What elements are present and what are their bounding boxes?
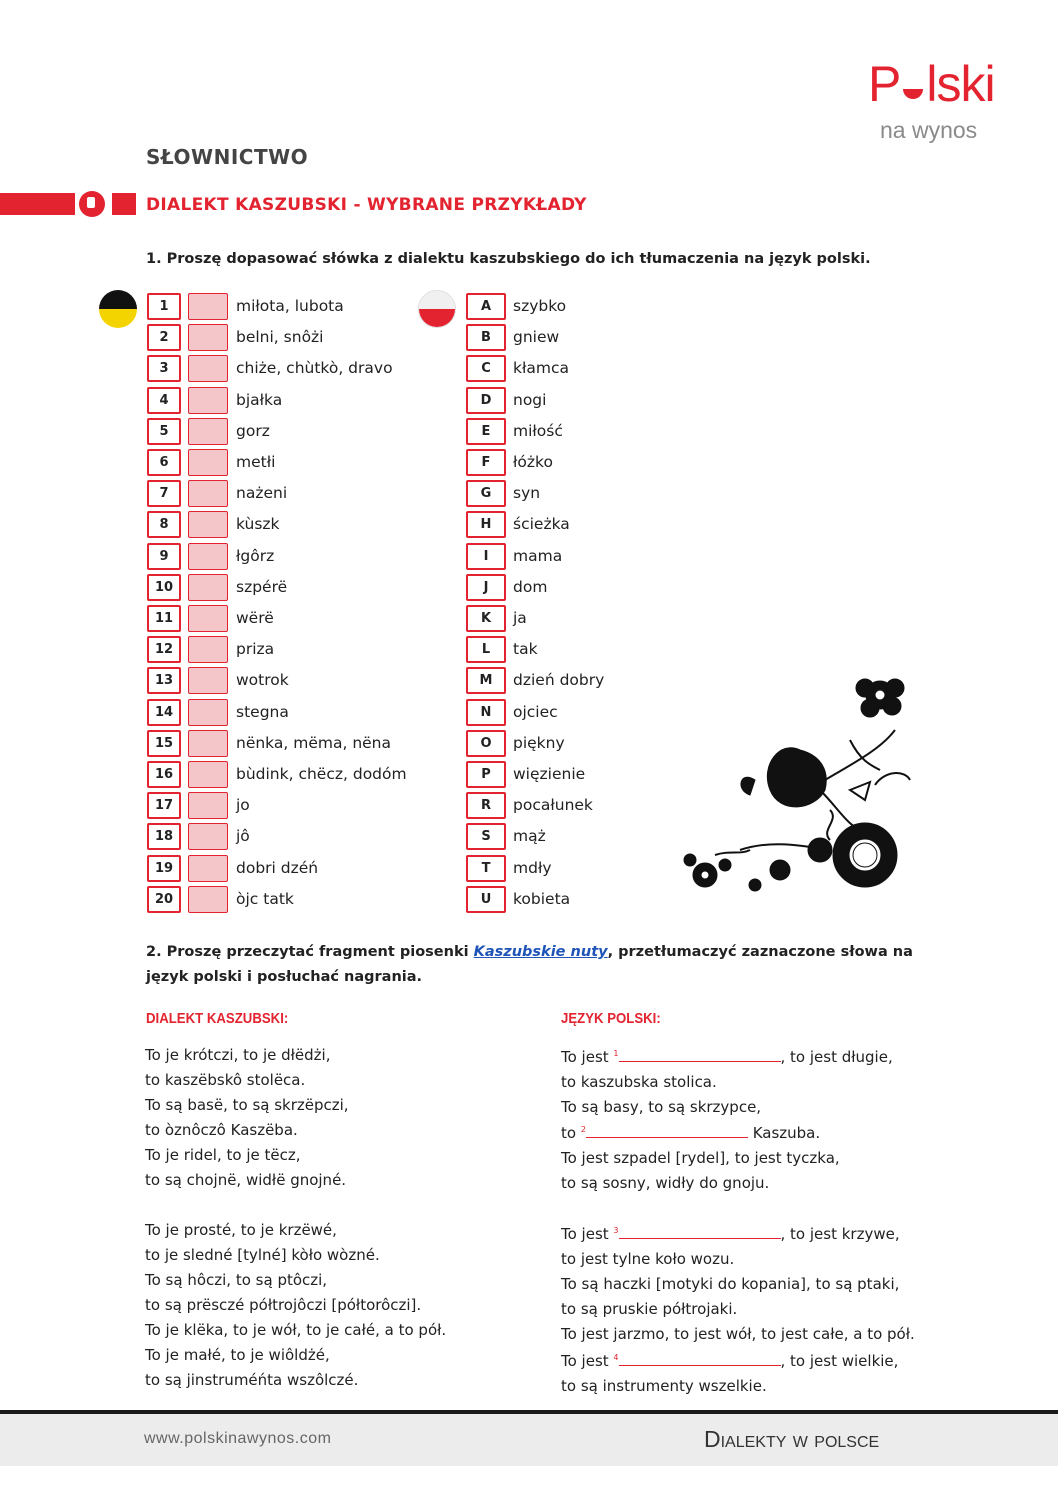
kashubian-number-cell: 14: [147, 699, 181, 726]
subtitle: DIALEKT KASZUBSKI - WYBRANE PRZYKŁADY: [146, 195, 587, 215]
kashubian-word: stegna: [236, 702, 289, 721]
kashubian-word: szpérë: [236, 577, 288, 596]
translation-text: To jest: [561, 1225, 614, 1243]
kashubian-word: belni, snôżi: [236, 328, 324, 347]
lyric-line: To je małé, to je wiôldżé,: [145, 1346, 330, 1364]
translation-blank-input[interactable]: [619, 1226, 781, 1239]
answer-input-cell[interactable]: [188, 418, 228, 445]
lyric-line: to òznôczô Kaszëba.: [145, 1121, 298, 1139]
kashubian-number-cell: 2: [147, 324, 181, 351]
polish-letter-cell: E: [466, 418, 506, 445]
kashubian-number-cell: 10: [147, 574, 181, 601]
kashubian-number-cell: 17: [147, 792, 181, 819]
polish-word: dzień dobry: [513, 671, 605, 690]
lyric-line: to je sledné [tylné] kòło wòzné.: [145, 1246, 380, 1264]
translation-blank-input[interactable]: [619, 1353, 781, 1366]
kashubian-word: gorz: [236, 421, 270, 440]
kashubian-number-cell: 5: [147, 418, 181, 445]
translation-line: [561, 1124, 820, 1142]
answer-input-cell[interactable]: [188, 355, 228, 382]
translation-text: , to jest wielkie,: [780, 1352, 899, 1370]
kashubian-word: metłi: [236, 453, 276, 471]
polish-word: tak: [513, 640, 538, 659]
translation-text: to jest tylne koło wozu.: [561, 1250, 735, 1268]
answer-input-cell[interactable]: [188, 387, 228, 414]
speech-bubble-icon: [79, 191, 105, 217]
translation-line: [561, 1352, 898, 1370]
translation-line: [561, 1250, 734, 1268]
logo-text: P lski: [868, 56, 995, 112]
answer-input-cell[interactable]: [188, 480, 228, 507]
translation-text: to kaszubska stolica.: [561, 1073, 717, 1091]
polish-letter-cell: S: [466, 823, 506, 850]
polish-word: kłamca: [513, 359, 569, 378]
lyric-line: To je prosté, to je krzëwé,: [145, 1221, 337, 1239]
translation-blank-input[interactable]: [586, 1125, 748, 1138]
polish-letter-cell: M: [466, 667, 506, 694]
task-2-text-continued: , przetłumaczyć zaznaczone słowa na: [607, 944, 913, 960]
polish-letter-cell: I: [466, 543, 506, 570]
translation-text: To jest szpadel [rydel], to jest tyczka,: [561, 1149, 840, 1167]
polish-letter-cell: J: [466, 574, 506, 601]
polish-letter-cell: R: [466, 792, 506, 819]
polish-word: pocałunek: [513, 796, 593, 815]
kashubian-word: bùdink, chëcz, dodóm: [236, 765, 407, 783]
answer-input-cell[interactable]: [188, 792, 228, 819]
translation-text: Kaszuba.: [747, 1124, 821, 1142]
kashubian-number-cell: 8: [147, 511, 181, 538]
kashubian-word: nënka, mëma, nëna: [236, 733, 392, 752]
kashubian-number-cell: 19: [147, 855, 181, 882]
red-bar-short: [112, 193, 136, 215]
translation-text: To są haczki [motyki do kopania], to są ptaki,: [561, 1275, 900, 1293]
footer-url: www.polskinawynos.com: [144, 1430, 332, 1447]
lyric-line: To je ridel, to je tëcz,: [145, 1146, 301, 1164]
translation-text: To są basy, to są skrzypce,: [561, 1098, 762, 1116]
polish-word: szybko: [513, 297, 567, 315]
polish-letter-cell: G: [466, 480, 506, 507]
polish-letter-cell: A: [466, 293, 506, 320]
translation-text: To jest: [561, 1352, 614, 1370]
lyric-line: to kaszëbskô stolëca.: [145, 1071, 306, 1089]
lyric-line: To są hôczi, to są ptôczi,: [145, 1271, 328, 1289]
polish-letter-cell: F: [466, 449, 506, 476]
logo-tagline: na wynos: [880, 117, 978, 143]
polish-letter-cell: B: [466, 324, 506, 351]
blank-number: 2: [580, 1125, 586, 1134]
lyric-line: To są basë, to są skrzëpczi,: [145, 1096, 349, 1114]
red-bar-left: [0, 193, 75, 215]
polish-word: mdły: [513, 858, 552, 877]
answer-input-cell[interactable]: [188, 699, 228, 726]
answer-input-cell[interactable]: [188, 730, 228, 757]
translation-text: , to jest krzywe,: [780, 1225, 900, 1243]
polish-word: łóżko: [513, 453, 553, 471]
section-title: SŁOWNICTWO: [146, 145, 309, 169]
kashubian-number-cell: 18: [147, 823, 181, 850]
lyric-line: to są jinstruméńta wszôlczé.: [145, 1371, 359, 1389]
translation-line: [561, 1325, 915, 1343]
kashubian-number-cell: 9: [147, 543, 181, 570]
kashubian-number-cell: 15: [147, 730, 181, 757]
kashubian-word: wotrok: [236, 671, 289, 690]
answer-input-cell[interactable]: [188, 605, 228, 632]
kashubian-number-cell: 12: [147, 636, 181, 663]
translation-text: to: [561, 1124, 581, 1142]
polish-word: ojciec: [513, 702, 558, 721]
polish-letter-cell: L: [466, 636, 506, 663]
lyric-line: To je krótczi, to je dłëdżi,: [145, 1046, 331, 1064]
kashubian-word: priza: [236, 640, 275, 659]
kashubian-word: òjc tatk: [236, 889, 294, 908]
polish-word: ścieżka: [513, 515, 570, 534]
answer-input-cell[interactable]: [188, 761, 228, 788]
answer-input-cell[interactable]: [188, 636, 228, 663]
song-link[interactable]: Kaszubskie nuty: [473, 944, 608, 960]
task-2-instruction: [146, 944, 916, 960]
kashubian-number-cell: 20: [147, 886, 181, 913]
kashubian-word: dobri dzéń: [236, 858, 319, 877]
task-2-text: 2. Proszę przeczytać fragment piosenki: [146, 944, 474, 960]
polish-word: gniew: [513, 328, 560, 347]
translation-text: , to jest długie,: [780, 1048, 893, 1066]
polish-word: mąż: [513, 827, 546, 846]
kashubian-word: łgôrz: [236, 546, 275, 565]
translation-line: [561, 1098, 761, 1116]
answer-input-cell[interactable]: [188, 574, 228, 601]
kashubian-column-heading: DIALEKT KASZUBSKI:: [146, 1010, 289, 1027]
blank-number: 4: [613, 1353, 619, 1362]
answer-input-cell[interactable]: [188, 293, 228, 320]
translation-line: [561, 1300, 737, 1318]
task-2-instruction-line2: język polski i posłuchać nagrania.: [146, 969, 423, 985]
kashubian-number-cell: 16: [147, 761, 181, 788]
polish-letter-cell: T: [466, 855, 506, 882]
kashubian-word: jô: [236, 827, 250, 846]
translation-line: [561, 1073, 717, 1091]
translation-text: To jest jarzmo, to jest wół, to jest całe, a to pół.: [561, 1325, 915, 1343]
kashubian-word: chiże, chùtkò, dravo: [236, 359, 393, 378]
polish-word: więzienie: [513, 765, 586, 783]
kashubian-flag-icon: [99, 290, 137, 328]
polish-letter-cell: N: [466, 699, 506, 726]
kashubian-word: wërë: [236, 609, 274, 627]
kashubian-number-cell: 6: [147, 449, 181, 476]
kashubian-word: jo: [236, 796, 250, 815]
answer-input-cell[interactable]: [188, 324, 228, 351]
blank-number: 3: [613, 1226, 619, 1235]
answer-input-cell[interactable]: [188, 543, 228, 570]
polish-word: mama: [513, 546, 563, 565]
polish-word: kobieta: [513, 889, 571, 908]
translation-line: [561, 1048, 893, 1066]
answer-input-cell[interactable]: [188, 823, 228, 850]
polish-word: nogi: [513, 390, 547, 409]
kashubian-word: kùszk: [236, 515, 280, 534]
polish-word: dom: [513, 577, 548, 596]
polish-word: ja: [513, 609, 527, 627]
logo: [868, 55, 995, 113]
translation-text: To jest: [561, 1048, 614, 1066]
polish-letter-cell: O: [466, 730, 506, 757]
lyric-line: To je klëka, to je wół, to je całé, a to pół.: [145, 1321, 447, 1339]
polish-letter-cell: P: [466, 761, 506, 788]
translation-text: to są instrumenty wszelkie.: [561, 1377, 767, 1395]
answer-input-cell[interactable]: [188, 886, 228, 913]
translation-line: [561, 1225, 900, 1243]
blank-number: 1: [613, 1049, 619, 1058]
answer-input-cell[interactable]: [188, 449, 228, 476]
task-1-instruction: 1. Proszę dopasować słówka z dialektu kaszubskiego do ich tłumaczenia na język polski.: [146, 251, 871, 267]
kashubian-number-cell: 4: [147, 387, 181, 414]
kashubian-number-cell: 13: [147, 667, 181, 694]
translation-line: [561, 1275, 899, 1293]
kashubian-number-cell: 11: [147, 605, 181, 632]
answer-input-cell[interactable]: [188, 511, 228, 538]
translation-blank-input[interactable]: [619, 1049, 781, 1062]
kashubian-word: miłota, lubota: [236, 297, 344, 315]
polish-letter-cell: K: [466, 605, 506, 632]
polish-letter-cell: U: [466, 886, 506, 913]
lyric-line: to są chojnë, widłë gnojné.: [145, 1171, 347, 1189]
polish-letter-cell: C: [466, 355, 506, 382]
polish-word: piękny: [513, 733, 565, 752]
polish-flag-icon: [418, 290, 456, 328]
kashubian-number-cell: 3: [147, 355, 181, 382]
floral-ornament-icon: [680, 670, 920, 900]
polish-word: miłość: [513, 421, 563, 440]
kashubian-number-cell: 1: [147, 293, 181, 320]
translation-text: to są pruskie półtrojaki.: [561, 1300, 738, 1318]
lyric-line: to są prësczé półtrojôczi [półtorôczi].: [145, 1296, 422, 1314]
polish-column-heading: JĘZYK POLSKI:: [561, 1010, 661, 1027]
kashubian-number-cell: 7: [147, 480, 181, 507]
answer-input-cell[interactable]: [188, 667, 228, 694]
translation-line: [561, 1149, 840, 1167]
footer-title: Dialekty w polsce: [704, 1426, 880, 1452]
answer-input-cell[interactable]: [188, 855, 228, 882]
polish-word: syn: [513, 484, 541, 503]
translation-text: to są sosny, widły do gnoju.: [561, 1174, 770, 1192]
polish-letter-cell: H: [466, 511, 506, 538]
polish-letter-cell: D: [466, 387, 506, 414]
translation-line: [561, 1377, 767, 1395]
translation-line: [561, 1174, 769, 1192]
kashubian-word: bjałka: [236, 390, 283, 409]
kashubian-word: nażeni: [236, 484, 288, 503]
